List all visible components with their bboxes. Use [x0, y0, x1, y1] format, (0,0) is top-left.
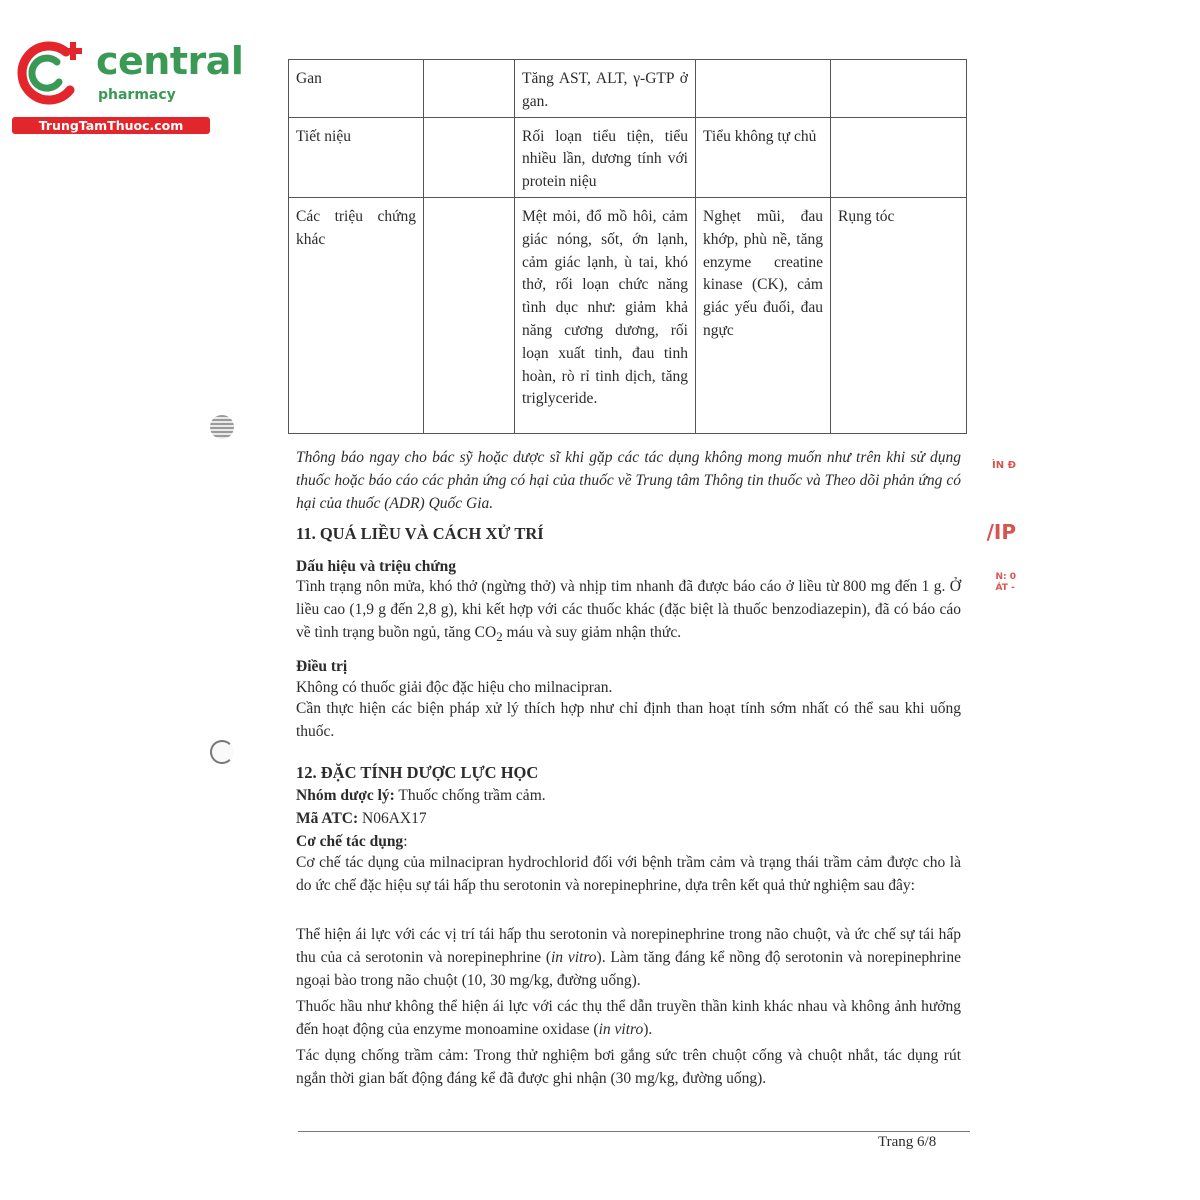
table-cell: Gan — [289, 60, 424, 118]
stamp-fragment: /IP — [986, 520, 1016, 544]
table-row — [289, 197, 967, 433]
logo-name: central — [96, 39, 244, 83]
section-11-title: 11. QUÁ LIỀU VÀ CÁCH XỬ TRÍ — [296, 524, 544, 543]
table-cell: Rối loạn tiểu tiện, tiểu nhiều lần, dương tính với protein niệu — [515, 117, 696, 197]
section-12-title: 12. ĐẶC TÍNH DƯỢC LỰC HỌC — [296, 763, 539, 782]
atc-label: Mã ATC: — [296, 810, 359, 827]
group-label: Nhóm dược lý: — [296, 787, 395, 804]
signs-paragraph — [296, 575, 961, 648]
mechanism-paragraph: Cơ chế tác dụng của milnacipran hydrochlorid đối với bệnh trầm cảm và trạng thái trầm cảm được cho là do ức chế đặc hiệu sự tái hấp thu serotonin và norepinephrine, dựa trên kết quả thử nghiệm sau đây: — [296, 854, 961, 894]
table-row — [289, 60, 967, 118]
signs-text: máu và suy giảm nhận thức. — [502, 624, 682, 641]
atc-value: N06AX17 — [358, 810, 427, 827]
paragraph-italic: in vitro — [551, 949, 597, 966]
stamp-fragment-line: N: 0 — [995, 572, 1016, 582]
table-cell: Tăng AST, ALT, γ-GTP ở gan. — [515, 60, 696, 118]
paragraph-text: ). — [643, 1021, 653, 1038]
side-effects-table — [288, 59, 967, 434]
table-cell: Tiểu không tự chủ — [696, 117, 831, 197]
paragraph-text: Thể hiện ái lực với các vị trí tái hấp thu serotonin và norepinephrine trong não chuột, và ức chế sự tái hấp thu của cả serotonin và norepinephrine ( — [296, 926, 961, 966]
binder-hole — [210, 415, 234, 439]
page-number: Trang 6/8 — [878, 1134, 937, 1150]
mechanism-label: Cơ chế tác dụng — [296, 833, 404, 850]
mechanism-heading — [296, 830, 961, 853]
table-cell: Rụng tóc — [831, 197, 967, 433]
table-cell: Nghẹt mũi, đau khớp, phù nề, tăng enzyme creatine kinase (CK), cảm giác yếu đuối, đau ngực — [696, 197, 831, 433]
atc-code — [296, 807, 961, 830]
paragraph-text: Thuốc hầu như không thể hiện ái lực với các thụ thể dẫn truyền thần kinh khác nhau và không ảnh hưởng đến hoạt động của enzyme monoamine oxidase ( — [296, 998, 961, 1038]
treatment-heading: Điều trị — [296, 658, 348, 675]
table-row — [289, 117, 967, 197]
signs-subscript: 2 — [496, 629, 503, 645]
adr-notice: Thông báo ngay cho bác sỹ hoặc dược sĩ khi gặp các tác dụng không mong muốn như trên khi sử dụng thuốc hoặc báo cáo các phản ứng có hại của thuốc về Trung tâm Thông tin thuốc và Theo dõi phản ứng có hại của thuốc (ADR) Quốc Gia. — [296, 449, 961, 512]
table-cell — [831, 117, 967, 197]
signs-heading: Dấu hiệu và triệu chứng — [296, 558, 457, 575]
paragraph-text: ). Làm tăng đáng kể nồng độ serotonin và norepinephrine ngoại bào trong não chuột (10, 30 mg/kg, đường uống). — [296, 949, 961, 989]
table-cell — [424, 60, 515, 118]
footer-divider — [298, 1131, 970, 1132]
table-cell: Các triệu chứng khác — [289, 197, 424, 433]
table-cell — [424, 197, 515, 433]
logo-url: TrungTamThuoc.com — [12, 117, 210, 134]
signs-text: Tình trạng nôn mửa, khó thở (ngừng thở) và nhịp tim nhanh đã được báo cáo ở liều từ 800 mg đến 1 g. Ở liều cao (1,9 g đến 2,8 g), khi kết hợp với các thuốc khác (đặc biệt là thuốc benzodiazepin), đã có báo cáo về tình trạng buồn ngủ, tăng CO — [296, 578, 961, 641]
stamp-fragment: ÌN Đ — [992, 460, 1016, 471]
treatment-line: Cần thực hiện các biện pháp xử lý thích hợp như chỉ định than hoạt tính sớm nhất có thể sau khi uống thuốc. — [296, 700, 961, 740]
group-value: Thuốc chống trầm cảm. — [394, 787, 546, 804]
table-cell: Mệt mỏi, đổ mồ hôi, cảm giác nóng, sốt, ớn lạnh, cảm giác lạnh, ù tai, khó thở, rối loạn chức năng tình dục như: giảm khả năng cương dương, rối loạn xuất tinh, đau tinh hoàn, rò rỉ tinh dịch, tăng triglyceride. — [515, 197, 696, 433]
central-pharmacy-logo — [10, 38, 244, 138]
logo-subtitle: pharmacy — [98, 87, 176, 103]
table-cell — [831, 60, 967, 118]
stamp-fragment-line: ÁT - — [995, 583, 1015, 593]
binder-hole — [210, 740, 234, 764]
mechanism-colon: : — [403, 833, 408, 850]
table-cell — [696, 60, 831, 118]
central-logo-icon — [10, 38, 90, 108]
mechanism-paragraph — [296, 923, 961, 992]
table-cell: Tiết niệu — [289, 117, 424, 197]
pharmacological-group — [296, 784, 961, 807]
paragraph-italic: in vitro — [598, 1021, 644, 1038]
stamp-fragment — [995, 572, 1016, 594]
treatment-line: Không có thuốc giải độc đặc hiệu cho milnacipran. — [296, 679, 613, 696]
antidepressant-effect-paragraph: Tác dụng chống trầm cảm: Trong thử nghiệm bơi gắng sức trên chuột cống và chuột nhắt, tác dụng rút ngắn thời gian bất động đáng kể đã được ghi nhận (30 mg/kg, đường uống). — [296, 1047, 961, 1087]
mechanism-paragraph — [296, 995, 961, 1041]
table-cell — [424, 117, 515, 197]
